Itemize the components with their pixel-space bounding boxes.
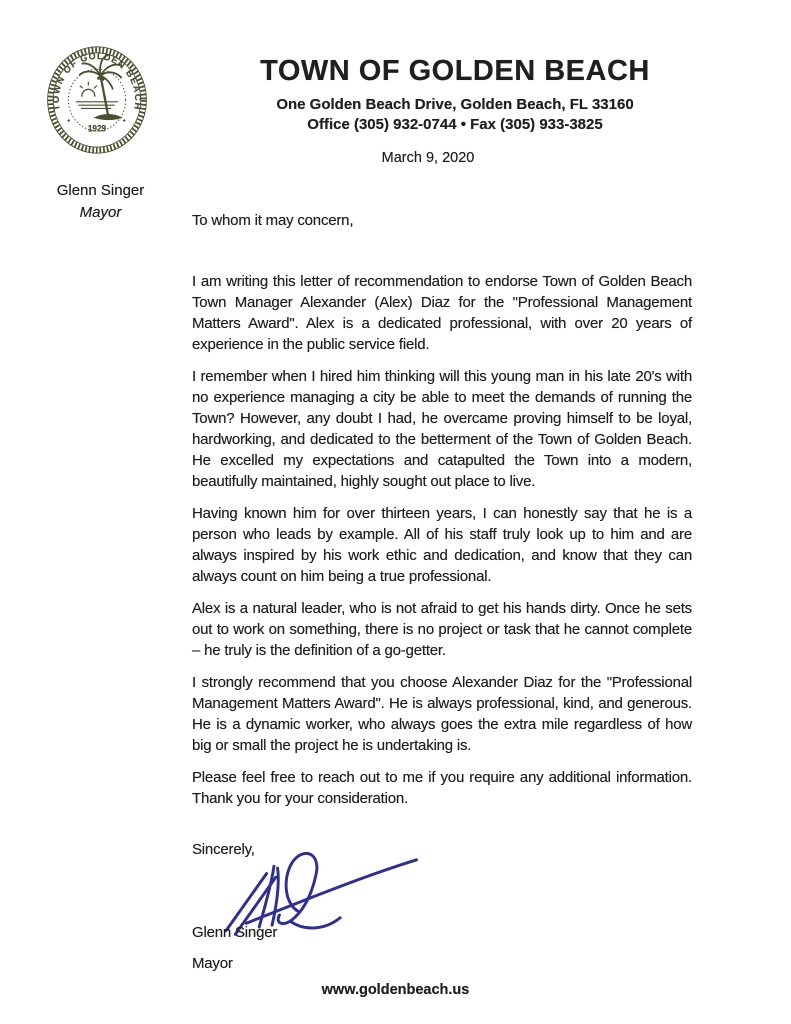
seal-rope-border	[50, 50, 144, 151]
paragraph: I remember when I hired him thinking will this young man in his late 20's with no experience managing a city be able to meet the demands of running the Town? However, any doubt I had, he overcame proving himself to be loyal, hardworking, and dedicated to the betterment of the Town of Golden Beach. He excelled my expectations and catapulted the Town into a modern, beautifully maintained, highly sought out place to live.	[192, 368, 692, 490]
sender-block	[38, 181, 163, 222]
paragraph: I am writing this letter of recommendation to endorse Town of Golden Beach Town Manager Alexander (Alex) Diaz for the "Professional Management Matters Award". Alex is a dedicated professional, with over 20 years of experience in the public service field.	[192, 273, 692, 353]
date-line: March 9, 2020	[381, 150, 475, 166]
letter-body	[192, 210, 692, 974]
paragraph: Alex is a natural leader, who is not afraid to get his hands dirty. Once he sets out to work on something, there is no project or task that he cannot complete – he truly is the definition of a go-getter.	[192, 600, 692, 659]
sea-lines	[76, 102, 118, 109]
paragraph: I strongly recommend that you choose Alexander Diaz for the "Professional Management Matters Award". He is always professional, kind, and generous. He is a dynamic worker, who always goes the extra mile regardless of how big or small the project he is undertaking is.	[192, 674, 692, 754]
seal-emblem	[76, 55, 121, 117]
palm-trunk	[100, 76, 108, 117]
seal-ring-text: TOWN OF GOLDEN BEACH	[51, 50, 143, 112]
letterhead-contact: Office (305) 932-0744 • Fax (305) 933-3825	[307, 116, 603, 134]
letterhead	[205, 56, 705, 135]
sender-title: Mayor	[79, 203, 122, 221]
sun-icon	[82, 89, 95, 96]
seal-right-star-icon: ✦	[122, 118, 127, 125]
signer-title: Mayor	[192, 955, 233, 972]
paragraph: Having known him for over thirteen years, I can honestly say that he is a person who leads by example. All of his staff truly look up to him and are always inspired by his work ethic and dedication, and know that they can always count on him being a true professional.	[192, 505, 692, 585]
salutation: To whom it may concern,	[192, 212, 354, 229]
seal-left-star-icon: ✦	[66, 118, 72, 125]
paragraph: Please feel free to reach out to me if you require any additional information. Thank you for your consideration.	[192, 769, 692, 807]
letterhead-address: One Golden Beach Drive, Golden Beach, FL 33160	[276, 95, 634, 113]
beach-mound	[94, 114, 123, 120]
signer-name: Glenn Singer	[192, 924, 278, 941]
letterhead-title: TOWN OF GOLDEN BEACH	[260, 55, 650, 87]
sender-name: Glenn Singer	[56, 182, 145, 199]
closing: Sincerely,	[192, 841, 255, 858]
footer-website: www.goldenbeach.us	[321, 982, 470, 998]
town-seal-graphic	[45, 44, 149, 156]
seal-year: 1929	[87, 123, 107, 134]
town-seal	[45, 44, 149, 156]
